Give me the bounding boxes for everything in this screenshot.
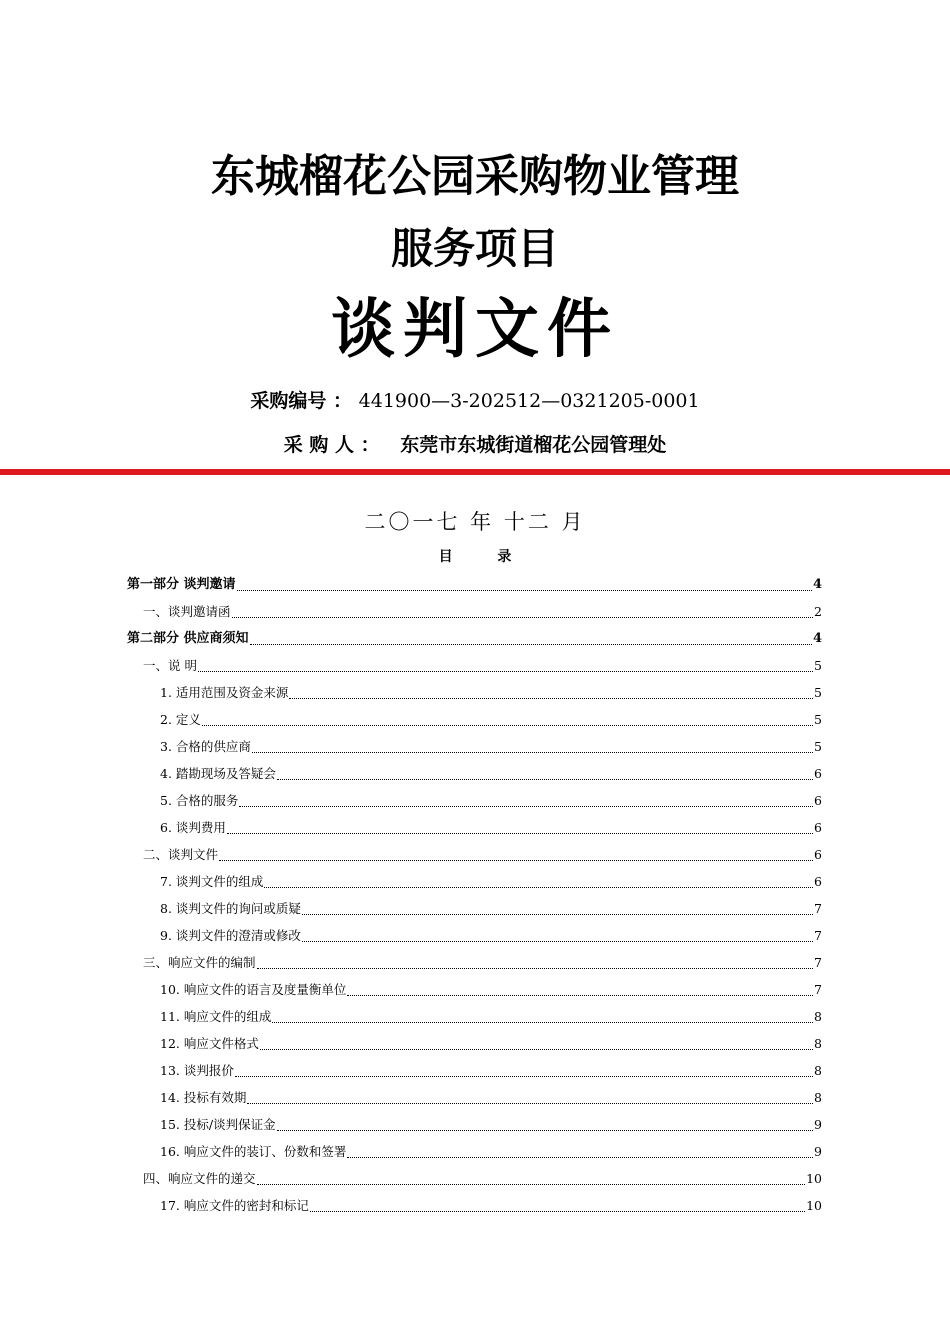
toc-entry-label: 3. 合格的供应商 (160, 739, 251, 754)
toc-entry[interactable] (127, 760, 822, 787)
toc-entry-label: 第二部分 供应商须知 (127, 631, 249, 646)
red-divider (0, 469, 950, 475)
toc-leader-dots (227, 819, 813, 834)
toc-leader-dots (257, 1170, 806, 1185)
toc-entry[interactable] (127, 922, 822, 949)
toc-entry-page: 5 (814, 685, 822, 700)
toc-entry-page: 8 (814, 1063, 822, 1078)
toc-entry-label: 7. 谈判文件的组成 (160, 874, 264, 889)
toc-entry-page: 9 (814, 1144, 822, 1159)
toc-leader-dots (202, 711, 813, 726)
toc-leader-dots (272, 1008, 813, 1023)
toc-entry[interactable] (127, 706, 822, 733)
toc-leader-dots (302, 900, 813, 915)
procurement-code-value: 441900—3-202512—0321205-0001 (358, 390, 700, 412)
toc-entry[interactable] (127, 949, 822, 976)
toc-entry-page: 2 (814, 604, 822, 619)
toc-entry[interactable] (127, 679, 822, 706)
toc-entry-page: 10 (806, 1171, 822, 1186)
toc-leader-dots (257, 954, 814, 969)
toc-entry[interactable] (127, 895, 822, 922)
toc-entry-label: 11. 响应文件的组成 (160, 1009, 272, 1024)
toc-entry[interactable] (127, 1192, 822, 1219)
toc-entry-label: 8. 谈判文件的询问或质疑 (160, 901, 301, 916)
toc-entry-page: 5 (814, 712, 822, 727)
toc-entry-page: 6 (814, 847, 822, 862)
toc-entry-page: 5 (814, 739, 822, 754)
toc-entry-page: 6 (814, 874, 822, 889)
toc-leader-dots (237, 576, 812, 591)
table-of-contents (127, 571, 822, 1219)
toc-entry[interactable] (127, 787, 822, 814)
toc-entry-page: 8 (814, 1009, 822, 1024)
doc-title-main: 谈判文件 (331, 293, 619, 367)
toc-entry[interactable] (127, 841, 822, 868)
toc-leader-dots (289, 684, 813, 699)
toc-entry-label: 6. 谈判费用 (160, 820, 226, 835)
toc-entry-label: 二、谈判文件 (143, 847, 219, 862)
toc-entry-label: 5. 合格的服务 (160, 793, 239, 808)
toc-entry-page: 7 (814, 982, 822, 997)
toc-entry-page: 4 (812, 577, 822, 592)
toc-entry[interactable] (127, 868, 822, 895)
procurement-code-label: 采购编号 ： (250, 390, 353, 412)
doc-title-line2: 服务项目 (390, 224, 559, 273)
toc-entry-page: 7 (814, 955, 822, 970)
toc-entry[interactable] (127, 1084, 822, 1111)
toc-leader-dots (264, 873, 813, 888)
toc-entry-label: 1. 适用范围及资金来源 (160, 685, 289, 700)
toc-entry[interactable] (127, 733, 822, 760)
toc-leader-dots (347, 981, 813, 996)
toc-entry-page: 4 (812, 631, 822, 646)
toc-leader-dots (235, 1062, 813, 1077)
toc-leader-dots (277, 765, 813, 780)
toc-entry-page: 6 (814, 793, 822, 808)
toc-leader-dots (310, 1197, 805, 1212)
procurement-code-line (0, 387, 950, 415)
toc-entry[interactable] (127, 1057, 822, 1084)
toc-leader-dots (247, 1089, 813, 1104)
toc-entry-label: 4. 踏勘现场及答疑会 (160, 766, 276, 781)
issue-date: 二〇一七 年 十二 月 (364, 510, 586, 534)
toc-leader-dots (232, 603, 814, 618)
toc-entry-label: 四、响应文件的递交 (143, 1171, 256, 1186)
toc-leader-dots (260, 1035, 813, 1050)
toc-leader-dots (250, 630, 812, 645)
toc-entry-page: 10 (806, 1198, 822, 1213)
toc-entry-page: 5 (814, 658, 822, 673)
toc-entry-label: 10. 响应文件的语言及度量衡单位 (160, 982, 347, 997)
toc-entry-label: 17. 响应文件的密封和标记 (160, 1198, 309, 1213)
toc-entry[interactable] (127, 652, 822, 679)
toc-leader-dots (198, 657, 813, 672)
toc-entry-label: 13. 谈判报价 (160, 1063, 234, 1078)
toc-leader-dots (347, 1143, 813, 1158)
toc-entry-label: 12. 响应文件格式 (160, 1036, 259, 1051)
toc-entry-page: 6 (814, 820, 822, 835)
toc-entry-page: 6 (814, 766, 822, 781)
toc-entry-label: 一、谈判邀请函 (143, 604, 231, 619)
doc-title-line1: 东城榴花公园采购物业管理 (211, 151, 739, 202)
toc-entry[interactable] (127, 571, 822, 598)
toc-entry-label: 16. 响应文件的装订、份数和签署 (160, 1144, 347, 1159)
toc-entry[interactable] (127, 1165, 822, 1192)
toc-entry[interactable] (127, 1138, 822, 1165)
toc-entry[interactable] (127, 598, 822, 625)
toc-entry[interactable] (127, 625, 822, 652)
buyer-label: 采 购 人 ： (283, 434, 380, 456)
toc-entry[interactable] (127, 1030, 822, 1057)
toc-leader-dots (252, 738, 813, 753)
toc-entry-page: 7 (814, 901, 822, 916)
toc-entry[interactable] (127, 1111, 822, 1138)
toc-entry-label: 15. 投标/谈判保证金 (160, 1117, 276, 1132)
toc-leader-dots (239, 792, 813, 807)
toc-entry-label: 一、说 明 (143, 658, 197, 673)
toc-entry[interactable] (127, 976, 822, 1003)
toc-entry-page: 9 (814, 1117, 822, 1132)
toc-entry-page: 7 (814, 928, 822, 943)
toc-leader-dots (302, 927, 813, 942)
toc-entry-page: 8 (814, 1090, 822, 1105)
toc-entry-label: 9. 谈判文件的澄清或修改 (160, 928, 301, 943)
buyer-value: 东莞市东城街道榴花公园管理处 (400, 434, 667, 456)
toc-entry-label: 14. 投标有效期 (160, 1090, 247, 1105)
toc-entry-label: 2. 定义 (160, 712, 201, 727)
toc-entry[interactable] (127, 814, 822, 841)
toc-leader-dots (277, 1116, 813, 1131)
buyer-line (0, 431, 950, 459)
toc-entry-label: 三、响应文件的编制 (143, 955, 256, 970)
toc-heading: 目 录 (438, 549, 532, 565)
toc-entry[interactable] (127, 1003, 822, 1030)
toc-entry-page: 8 (814, 1036, 822, 1051)
toc-entry-label: 第一部分 谈判邀请 (127, 577, 236, 592)
toc-leader-dots (219, 846, 813, 861)
